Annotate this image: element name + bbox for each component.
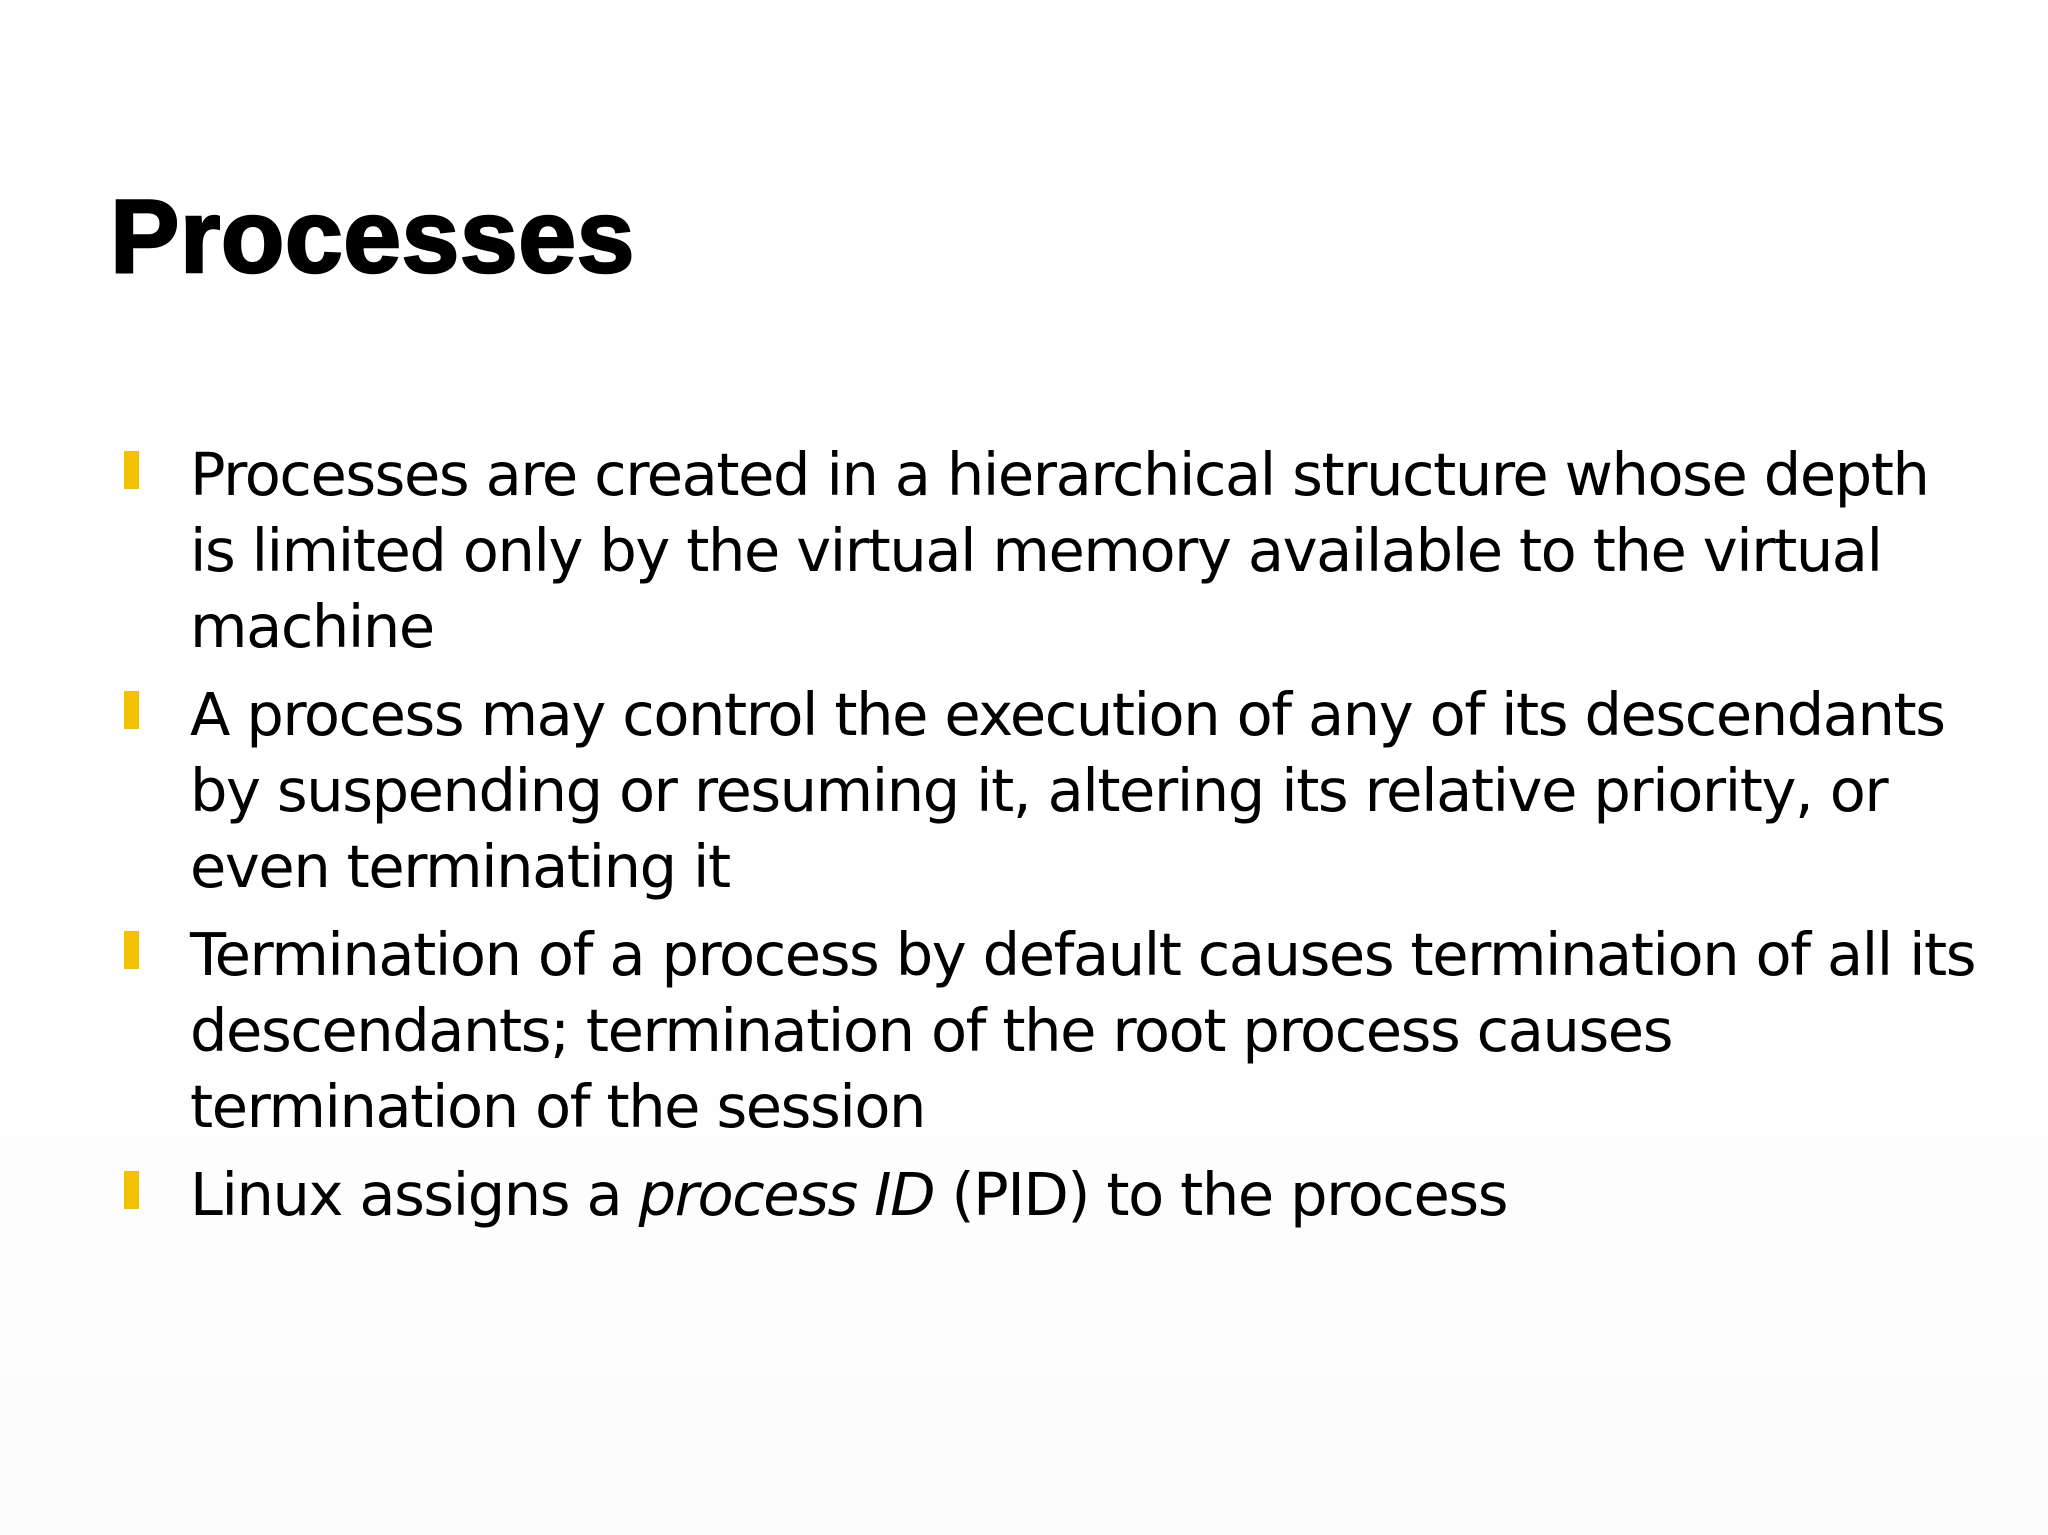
bullet-marker-icon <box>124 451 139 489</box>
bullet-item <box>0 437 2048 665</box>
bullet-text <box>190 1157 1990 1233</box>
bullet-text: Termination of a process by default causes termination of all its descendants; termination of the root process causes termination of the session <box>190 920 1976 1141</box>
bullet-marker-icon <box>124 931 139 969</box>
bullet-list <box>0 437 2048 1245</box>
bullet-item <box>0 917 2048 1145</box>
bullet-item <box>0 677 2048 905</box>
bullet-marker-icon <box>124 691 139 729</box>
bullet-text-post: (PID) to the process <box>934 1160 1508 1229</box>
bullet-text-pre: Linux assigns a <box>190 1160 639 1229</box>
bullet-text-emphasis: process ID <box>638 1160 935 1229</box>
bullet-item <box>0 1157 2048 1233</box>
slide-title: Processes <box>110 179 635 295</box>
bullet-text: A process may control the execution of any of its descendants by suspending or resuming it, altering its relative priority, or even terminating it <box>190 680 1945 901</box>
bullet-marker-icon <box>124 1171 139 1209</box>
bullet-text: Processes are created in a hierarchical structure whose depth is limited only by the virtual memory available to the virtual machine <box>190 440 1929 661</box>
